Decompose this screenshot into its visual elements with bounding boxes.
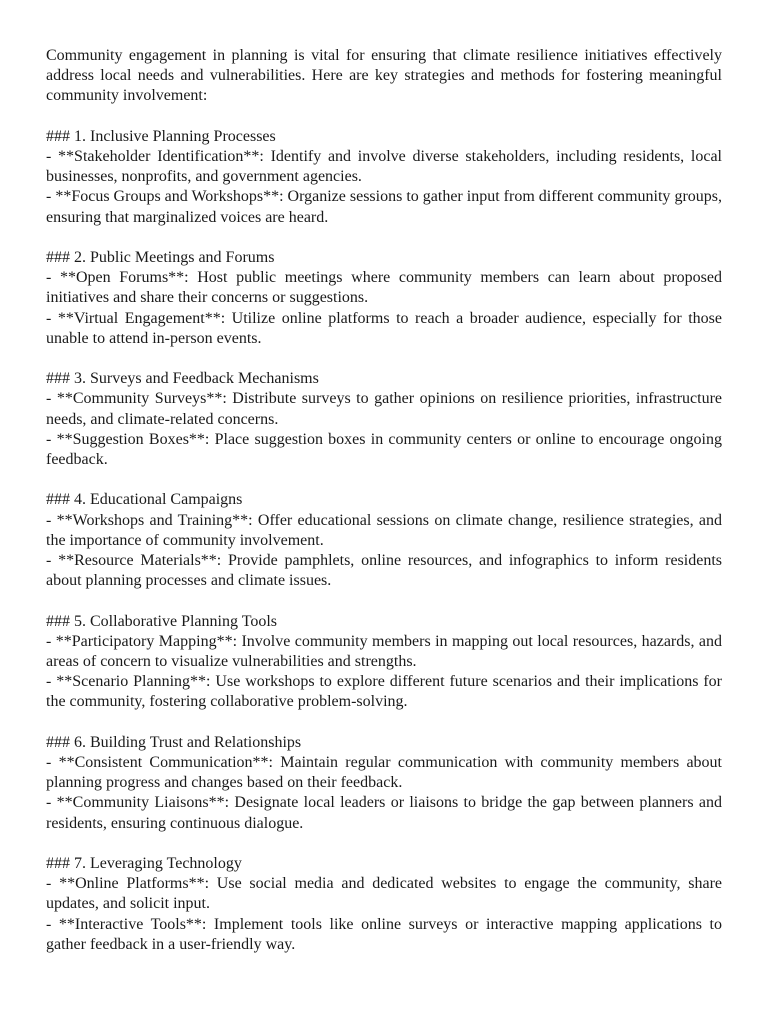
section-heading: ### 6. Building Trust and Relationships <box>46 733 302 751</box>
section-7 <box>46 854 722 955</box>
spacer <box>46 713 722 733</box>
list-item: - **Stakeholder Identification**: Identify and involve diverse stakeholders, including residents, local businesses, nonprofits, and government agencies. <box>46 148 722 186</box>
spacer <box>46 834 722 854</box>
list-item: - **Community Liaisons**: Designate local leaders or liaisons to bridge the gap between planners and residents, ensuring continuous dialogue. <box>46 794 722 832</box>
list-item: - **Focus Groups and Workshops**: Organize sessions to gather input from different community groups, ensuring that marginalized voices are heard. <box>46 188 722 226</box>
section-heading: ### 3. Surveys and Feedback Mechanisms <box>46 370 319 388</box>
list-item: - **Interactive Tools**: Implement tools like online surveys or interactive mapping applications to gather feedback in a user-friendly way. <box>46 915 722 953</box>
list-item: - **Community Surveys**: Distribute surveys to gather opinions on resilience priorities, infrastructure needs, and climate-related concerns. <box>46 390 722 428</box>
intro-paragraph: Community engagement in planning is vital for ensuring that climate resilience initiatives effectively address local needs and vulnerabilities. Here are key strategies and methods for fostering meaningful community involvement: <box>46 47 722 105</box>
section-2 <box>46 248 722 349</box>
list-item: - **Open Forums**: Host public meetings where community members can learn about proposed initiatives and share their concerns or suggestions. <box>46 269 722 307</box>
spacer <box>46 349 722 369</box>
section-heading: ### 1. Inclusive Planning Processes <box>46 127 276 145</box>
list-item: - **Online Platforms**: Use social media and dedicated websites to engage the community, share updates, and solicit input. <box>46 875 722 913</box>
spacer <box>46 470 722 490</box>
section-6 <box>46 733 722 834</box>
spacer <box>46 591 722 611</box>
section-4 <box>46 490 722 591</box>
section-heading: ### 7. Leveraging Technology <box>46 855 242 873</box>
section-heading: ### 2. Public Meetings and Forums <box>46 249 275 266</box>
list-item: - **Virtual Engagement**: Utilize online platforms to reach a broader audience, especially for those unable to attend in-person events. <box>46 309 722 347</box>
document-page <box>46 46 722 955</box>
list-item: - **Scenario Planning**: Use workshops to explore different future scenarios and their implications for the community, fostering collaborative problem-solving. <box>46 673 722 711</box>
list-item: - **Suggestion Boxes**: Place suggestion boxes in community centers or online to encourage ongoing feedback. <box>46 430 722 469</box>
spacer <box>46 107 722 127</box>
list-item: - **Workshops and Training**: Offer educational sessions on climate change, resilience strategies, and the importance of community involvement. <box>46 511 722 549</box>
section-heading: ### 5. Collaborative Planning Tools <box>46 612 278 630</box>
section-heading: ### 4. Educational Campaigns <box>46 491 243 509</box>
spacer <box>46 228 722 248</box>
section-5 <box>46 612 722 713</box>
list-item: - **Consistent Communication**: Maintain regular communication with community members about planning progress and changes based on their feedback. <box>46 754 722 792</box>
section-3 <box>46 369 722 470</box>
list-item: - **Participatory Mapping**: Involve community members in mapping out local resources, hazards, and areas of concern to visualize vulnerabilities and strengths. <box>46 632 722 671</box>
section-1 <box>46 127 722 228</box>
list-item: - **Resource Materials**: Provide pamphlets, online resources, and infographics to inform residents about planning processes and climate issues. <box>46 552 722 590</box>
